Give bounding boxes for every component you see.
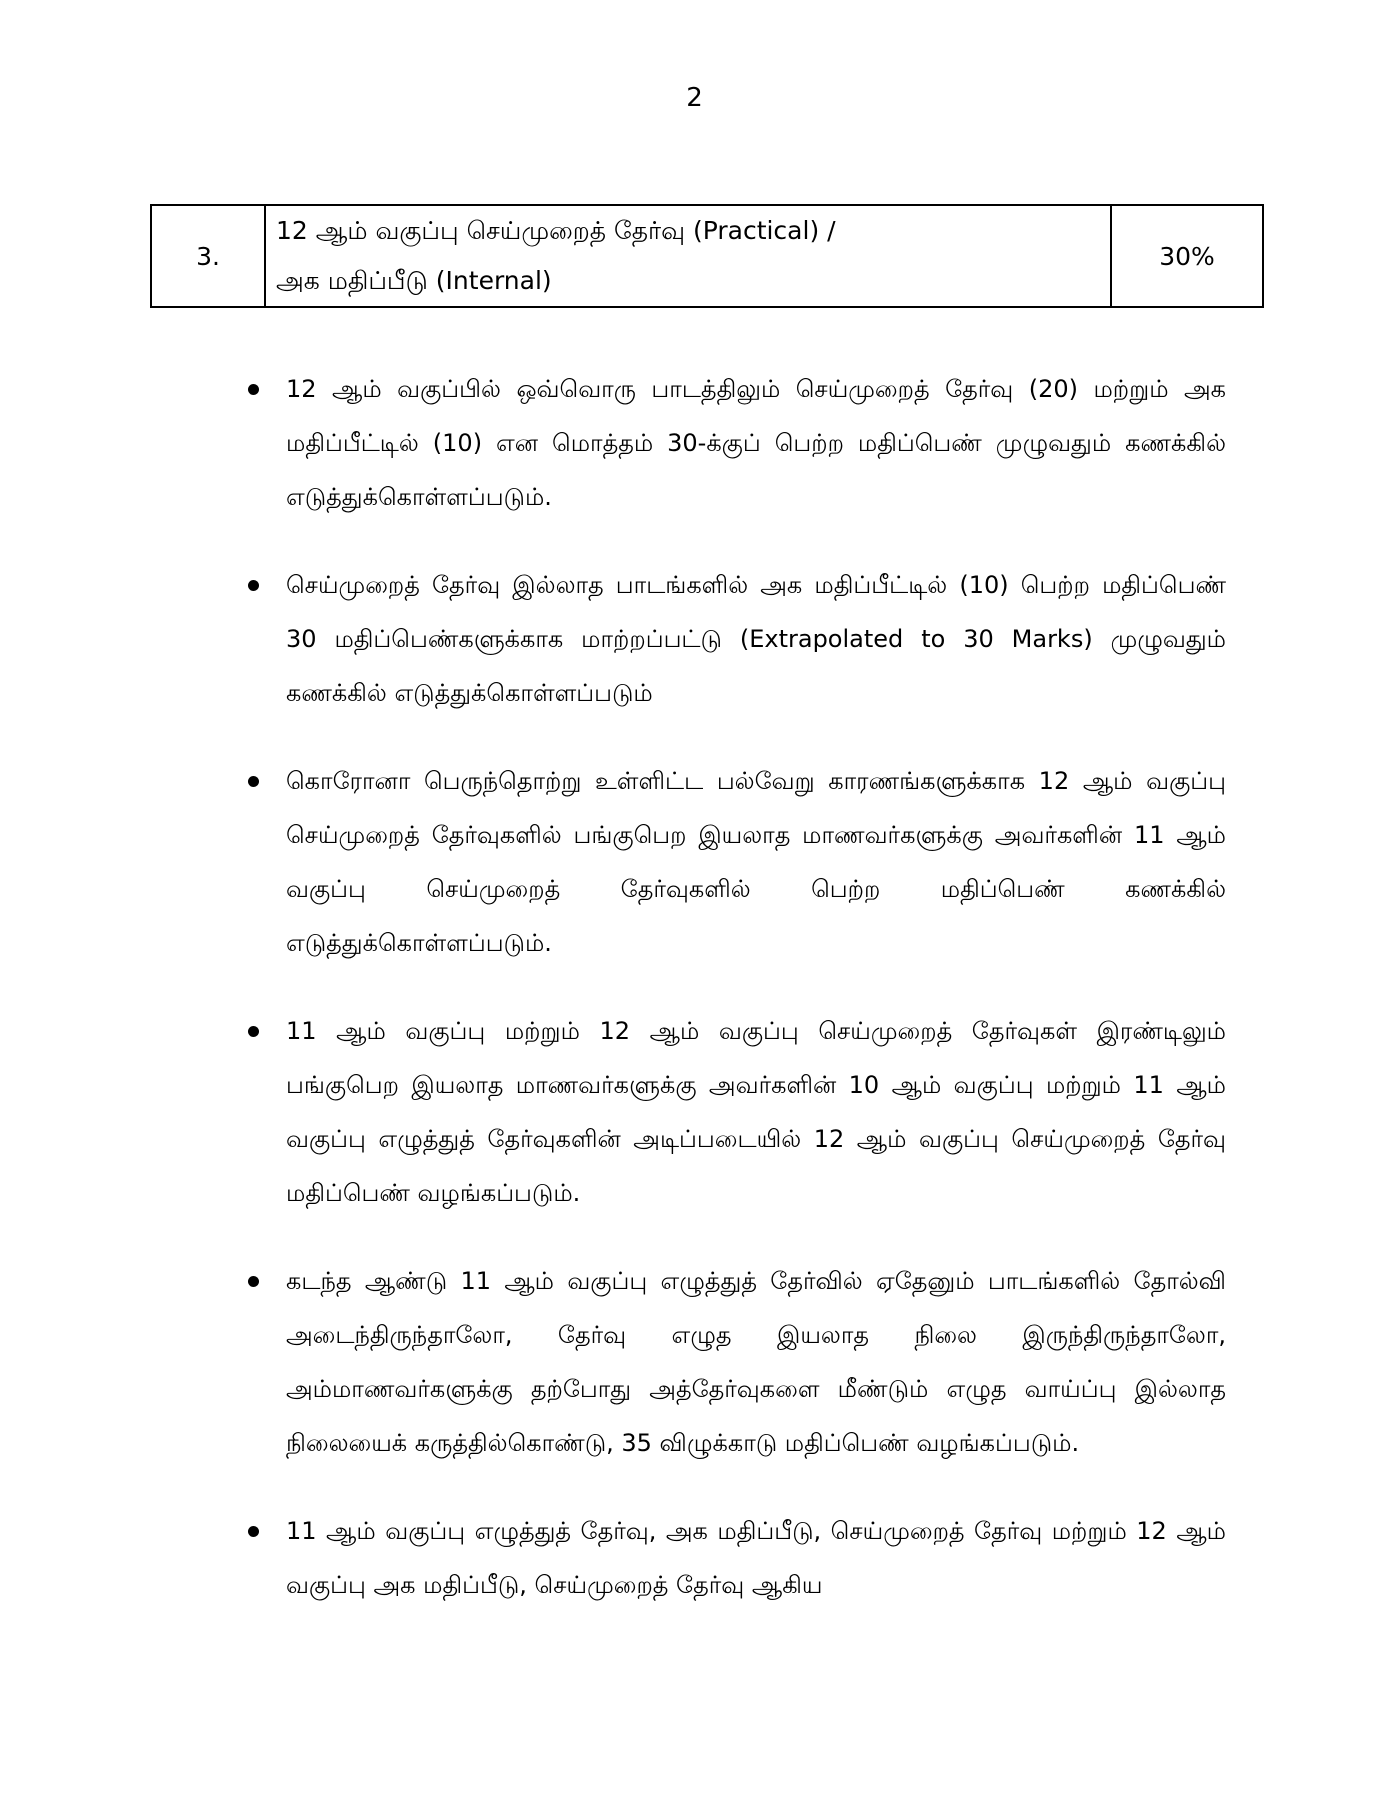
bullet-text: 12 ஆம் வகுப்பில் ஒவ்வொரு பாடத்திலும் செய்முறைத் தேர்வு (20) மற்றும் அக மதிப்பீட்டில் (10) என மொத்தம் 30-க்குப் பெற்ற மதிப்பெண் முழுவதும் கணக்கில் எடுத்துக்கொள்ளப்படும். <box>286 375 1226 511</box>
bullet-text: கொரோனா பெருந்தொற்று உள்ளிட்ட பல்வேறு காரணங்களுக்காக 12 ஆம் வகுப்பு செய்முறைத் தேர்வுகளில் பங்குபெற இயலாத மாணவர்களுக்கு அவர்களின் 11 ஆம் வகுப்பு செய்முறைத் தேர்வுகளில் பெற்ற மதிப்பெண் கணக்கில் எடுத்துக்கொள்ளப்படும். <box>286 767 1226 957</box>
bullet-icon <box>248 384 259 395</box>
description-line: அக மதிப்பீடு (Internal) <box>276 266 552 295</box>
list-item <box>248 1504 1226 1612</box>
marks-table <box>150 204 1264 308</box>
bullet-list <box>248 362 1226 1646</box>
list-item <box>248 754 1226 970</box>
bullet-icon <box>248 776 259 787</box>
description-line: 12 ஆம் வகுப்பு செய்முறைத் தேர்வு (Practical) / <box>276 216 836 245</box>
serial-number-cell: 3. <box>151 205 265 307</box>
list-item <box>248 1004 1226 1220</box>
list-item <box>248 362 1226 524</box>
bullet-text: 11 ஆம் வகுப்பு எழுத்துத் தேர்வு, அக மதிப்பீடு, செய்முறைத் தேர்வு மற்றும் 12 ஆம் வகுப்பு அக மதிப்பீடு, செய்முறைத் தேர்வு ஆகிய <box>286 1517 1226 1599</box>
description-cell <box>265 205 1111 307</box>
bullet-text: செய்முறைத் தேர்வு இல்லாத பாடங்களில் அக மதிப்பீட்டில் (10) பெற்ற மதிப்பெண் 30 மதிப்பெண்களுக்காக மாற்றப்பட்டு (Extrapolated to 30 Marks) முழுவதும் கணக்கில் எடுத்துக்கொள்ளப்படும் <box>286 571 1226 707</box>
percentage-cell: 30% <box>1111 205 1263 307</box>
page-number: 2 <box>686 83 703 113</box>
bullet-text: 11 ஆம் வகுப்பு மற்றும் 12 ஆம் வகுப்பு செய்முறைத் தேர்வுகள் இரண்டிலும் பங்குபெற இயலாத மாணவர்களுக்கு அவர்களின் 10 ஆம் வகுப்பு மற்றும் 11 ஆம் வகுப்பு எழுத்துத் தேர்வுகளின் அடிப்படையில் 12 ஆம் வகுப்பு செய்முறைத் தேர்வு மதிப்பெண் வழங்கப்படும். <box>286 1017 1226 1207</box>
bullet-icon <box>248 1526 259 1537</box>
list-item <box>248 1254 1226 1470</box>
bullet-text: கடந்த ஆண்டு 11 ஆம் வகுப்பு எழுத்துத் தேர்வில் ஏதேனும் பாடங்களில் தோல்வி அடைந்திருந்தாலோ, தேர்வு எழுத இயலாத நிலை இருந்திருந்தாலோ, அம்மாணவர்களுக்கு தற்போது அத்தேர்வுகளை மீண்டும் எழுத வாய்ப்பு இல்லாத நிலையைக் கருத்தில்கொண்டு, 35 விழுக்காடு மதிப்பெண் வழங்கப்படும். <box>286 1267 1226 1457</box>
bullet-icon <box>248 580 259 591</box>
bullet-icon <box>248 1276 259 1287</box>
bullet-icon <box>248 1026 259 1037</box>
list-item <box>248 558 1226 720</box>
table-row <box>151 205 1263 307</box>
